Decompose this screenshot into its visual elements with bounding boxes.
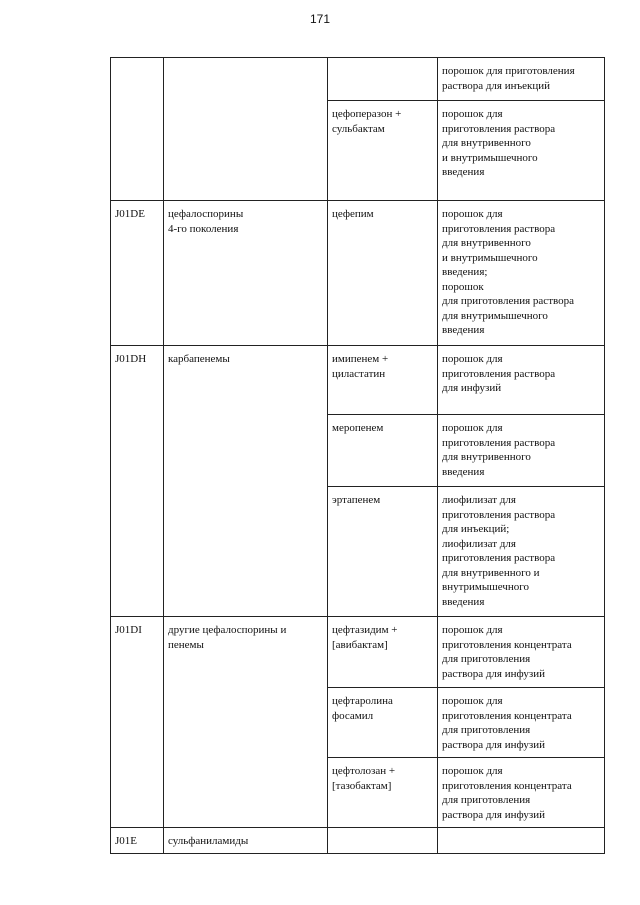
atc-code-cell	[111, 58, 164, 201]
group-cell: другие цефалоспорины и пенемы	[164, 617, 328, 828]
drug-name-cell: эртапенем	[328, 487, 438, 617]
drug-table	[110, 57, 605, 854]
dosage-form-cell: порошок для приготовления концентрата для приготовления раствора для инфузий	[438, 617, 605, 688]
drug-name-cell: цефтазидим + [авибактам]	[328, 617, 438, 688]
atc-code-cell: J01E	[111, 828, 164, 854]
table-row	[111, 58, 605, 101]
dosage-form-cell: порошок для приготовления концентрата для приготовления раствора для инфузий	[438, 688, 605, 758]
atc-code-cell: J01DE	[111, 201, 164, 346]
group-cell: сульфаниламиды	[164, 828, 328, 854]
table-row	[111, 617, 605, 688]
drug-name-cell	[328, 58, 438, 101]
dosage-form-cell: порошок для приготовления раствора для инфузий	[438, 346, 605, 415]
dosage-form-cell: лиофилизат для приготовления раствора для инъекций; лиофилизат для приготовления раствора для внутривенного и внутримышечного введения	[438, 487, 605, 617]
table-row	[111, 346, 605, 415]
drug-name-cell	[328, 828, 438, 854]
atc-code-cell: J01DH	[111, 346, 164, 617]
atc-code-cell: J01DI	[111, 617, 164, 828]
group-cell: цефалоспорины 4-го поколения	[164, 201, 328, 346]
dosage-form-cell: порошок для приготовления раствора для внутривенного и внутримышечного введения	[438, 101, 605, 201]
drug-name-cell: имипенем + циластатин	[328, 346, 438, 415]
dosage-form-cell: порошок для приготовления раствора для инъекций	[438, 58, 605, 101]
dosage-form-cell	[438, 828, 605, 854]
drug-name-cell: цефтаролина фосамил	[328, 688, 438, 758]
drug-name-cell: цефоперазон + сульбактам	[328, 101, 438, 201]
page-number: 171	[309, 12, 331, 26]
drug-name-cell: цефтолозан + [тазобактам]	[328, 758, 438, 828]
drug-name-cell: цефепим	[328, 201, 438, 346]
dosage-form-cell: порошок для приготовления концентрата для приготовления раствора для инфузий	[438, 758, 605, 828]
group-cell: карбапенемы	[164, 346, 328, 617]
table-row	[111, 828, 605, 854]
dosage-form-cell: порошок для приготовления раствора для внутривенного введения	[438, 415, 605, 487]
group-cell	[164, 58, 328, 201]
drug-name-cell: меропенем	[328, 415, 438, 487]
dosage-form-cell: порошок для приготовления раствора для внутривенного и внутримышечного введения; порошок для приготовления раствора для внутримышечного введения	[438, 201, 605, 346]
table-row	[111, 201, 605, 346]
